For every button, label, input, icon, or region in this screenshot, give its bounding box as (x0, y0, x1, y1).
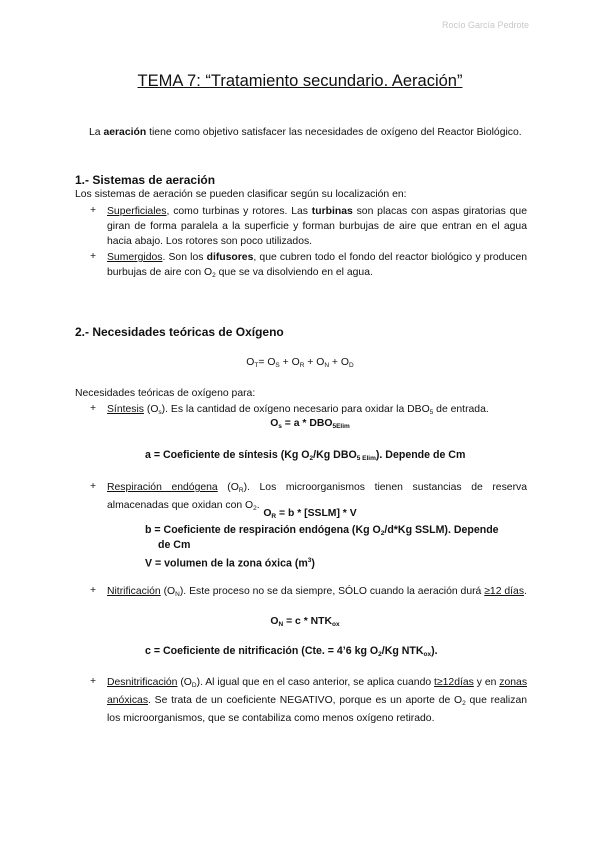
list-item-sintesis: Síntesis $(O_s)$. Es la cantidad de oxígeno necesario para oxidar la $DBO_5$ de entrada. (107, 404, 489, 416)
author-name: Rocío García Pedrote (441, 20, 529, 30)
oxygen-equation: $O_T= O_S + O_R + O_N + O_D$ (246, 357, 354, 369)
list-item-respiracion: Respiración endógena $(O_R)$. Los microorganismos tienen sustancias de reserva almacenadas que oxidan con $O_2$. (107, 482, 527, 512)
formula-nitrificacion: $O_N = c * NTK_{ox}$ (270, 616, 340, 628)
bullet-marker: + (90, 481, 97, 492)
definition-a: a = Coeficiente de síntesis (Kg $O_2/Kg$ $DBO_{5 Elim}$). Depende de Cm (145, 449, 466, 462)
bullet-marker: + (90, 676, 97, 687)
section1-heading: 1.- Sistemas de aeración (75, 173, 216, 187)
intro-paragraph: La aeración tiene como objetivo satisfacer las necesidades de oxígeno del Reactor Biológico. (89, 127, 522, 138)
list-item-desnitrificacion: Desnitrificación $(O_D)$. Al igual que en el caso anterior, se aplica cuando t≥12días y en zonas anóxicas. Se trata de un coeficiente NEGATIVO, porque es un aporte de $O_2$ que realizan los microorganismos, que se contabiliza como menos oxígeno retirado. (107, 677, 528, 724)
list-item-sumergidos: Sumergidos. Son los difusores, que cubren todo el fondo del reactor biológico y producen burbujas de aire con $O_2$ que se va disolviendo en el agua. (107, 252, 527, 279)
list-item-nitrificacion: Nitrificación $(O_N)$. Este proceso no se da siempre, SÓLO cuando la aeración durá ≥12 días. (107, 586, 527, 598)
bullet-marker: + (90, 403, 97, 414)
definition-c: c = Coeficiente de nitrificación (Cte. = 4’6 kg $O_2/Kg$ $NTK_{ox}$). (145, 645, 438, 658)
section1-lead: Los sistemas de aeración se pueden clasificar según su localización en: (75, 189, 407, 200)
definition-v: V = volumen de la zona óxica $(m^3)$ (145, 557, 315, 570)
bullet-marker: + (90, 205, 97, 216)
intro-bold: aeración (103, 127, 147, 138)
definition-b: b = Coeficiente de respiración endógena (Kg $O_2/d*Kg$ SSLM). Depende (145, 524, 499, 537)
definition-b-cont: de Cm (158, 539, 191, 551)
list-item-superficiales: Superficiales, como turbinas y rotores. Las turbinas son placas con aspas giratorias que giran de forma paralela a la superficie y forman burbujas de aire que entran en el agua hacia abajo. Los rotores son poco utilizados. (107, 206, 527, 247)
page-title: TEMA 7: “Tratamiento secundario. Aeración” (137, 72, 463, 90)
formula-respiracion: $O_R = b$ * [SSLM] * V (263, 508, 357, 520)
section2-heading: 2.- Necesidades teóricas de Oxígeno (75, 325, 284, 339)
formula-sintesis: $O_s = a * DBO_{5Elim}$ (270, 418, 350, 430)
section2-lead: Necesidades teóricas de oxígeno para: (75, 388, 256, 399)
bullet-marker: + (90, 251, 97, 262)
bullet-marker: + (90, 585, 97, 596)
